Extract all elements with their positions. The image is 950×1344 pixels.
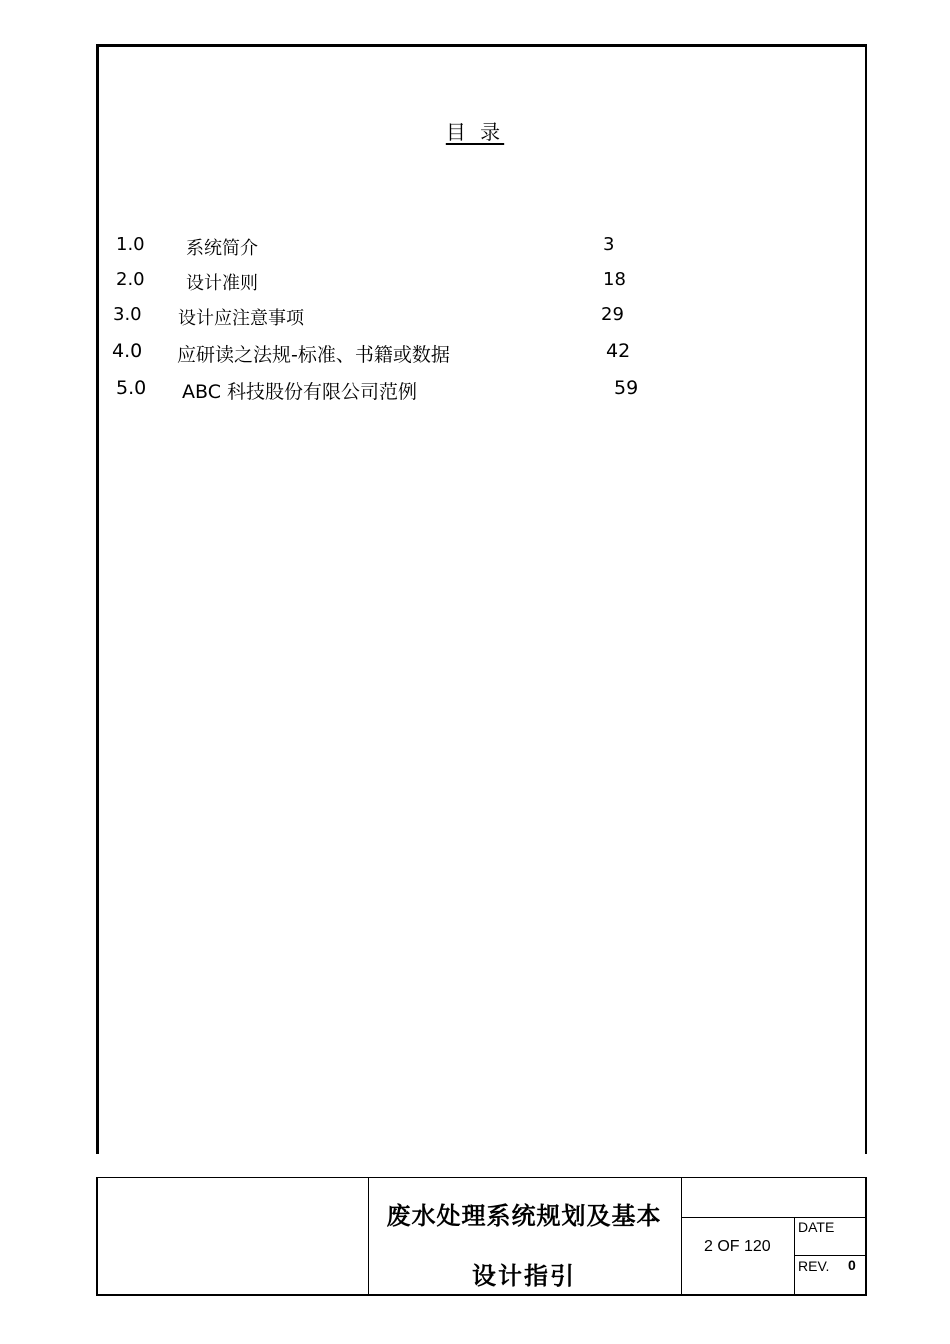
page-frame: [96, 44, 867, 1154]
toc-entry-title: 设计应注意事项: [178, 308, 304, 329]
toc-entry-number: 3.0: [113, 304, 142, 325]
toc-entry-number: 5.0: [116, 377, 147, 399]
title-block-divider: [682, 1217, 867, 1218]
revision-value: 0: [848, 1257, 856, 1273]
title-block: [96, 1177, 867, 1296]
document-name-line1: 废水处理系统规划及基本: [386, 1201, 662, 1230]
toc-entry-title: ABC 科技股份有限公司范例: [182, 381, 418, 403]
document-name-line2: 设计指引: [472, 1261, 576, 1290]
title-block-divider: [794, 1217, 795, 1295]
toc-entry-number: 1.0: [116, 234, 145, 255]
page-counter: 2 OF 120: [704, 1238, 771, 1255]
toc-entry-number: 4.0: [112, 340, 143, 362]
toc-entry-page: 59: [614, 377, 639, 399]
toc-entry-title: 设计准则: [186, 273, 258, 294]
title-block-divider: [794, 1255, 867, 1256]
toc-entry-page: 18: [603, 269, 626, 290]
toc-heading: 目 录: [445, 120, 505, 144]
toc-entry-title: 应研读之法规-标准、书籍或数据: [177, 344, 450, 366]
date-label: DATE: [798, 1219, 835, 1235]
toc-entry-number: 2.0: [116, 269, 145, 290]
toc-entry-page: 29: [601, 304, 624, 325]
title-block-blank-cell: [98, 1178, 369, 1294]
toc-entry-title: 系统简介: [186, 238, 258, 259]
toc-entry-page: 3: [603, 234, 615, 255]
revision-label: REV.: [798, 1258, 830, 1274]
title-block-doc-name-cell: [367, 1178, 682, 1294]
toc-entry-page: 42: [606, 340, 631, 362]
